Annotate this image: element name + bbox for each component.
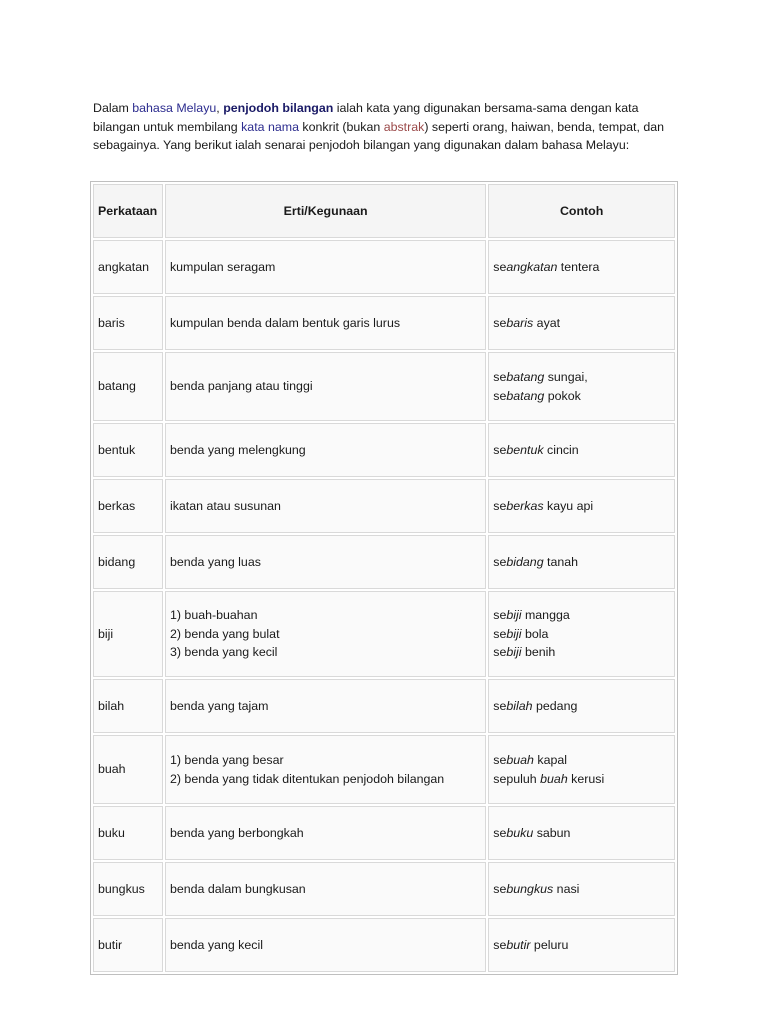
intro-text-5: ) seperti orang, haiwan, benda, tempat, dan sebagainya. Yang berikut ialah senarai penjodoh bilangan yang digunakan dalam bahasa Melayu: [93, 119, 665, 152]
cell-contoh [488, 591, 675, 677]
example-line [493, 368, 670, 387]
example-prefix: se [493, 881, 507, 896]
example-suffix: sungai, [544, 370, 588, 384]
table-row [93, 591, 675, 677]
example-word: bilah [506, 698, 533, 713]
cell-erti-kegunaan [165, 479, 486, 533]
meaning-line: benda panjang atau tinggi [169, 379, 313, 394]
example-line [493, 697, 670, 716]
intro-text-4: konkrit (bukan [298, 119, 384, 134]
example-line [493, 643, 670, 662]
example-prefix: sepuluh [493, 771, 541, 786]
cell-perkataan: buah [93, 735, 163, 804]
penjodoh-bilangan-table [90, 181, 678, 975]
example-prefix: se [493, 698, 507, 713]
example-suffix: kayu api [543, 498, 594, 513]
intro-paragraph [93, 99, 683, 155]
table-header-row [93, 184, 675, 238]
example-line [493, 314, 670, 333]
header-contoh: Contoh [488, 184, 675, 238]
example-prefix: se [493, 370, 507, 384]
example-line [493, 625, 670, 644]
example-suffix: tentera [557, 259, 600, 274]
cell-erti-kegunaan [165, 423, 486, 477]
cell-contoh [488, 918, 675, 972]
example-word: butir [506, 937, 531, 952]
example-prefix: se [493, 259, 507, 274]
meaning-line: 2) benda yang bulat [169, 626, 280, 641]
example-suffix: nasi [553, 881, 580, 896]
intro-text-3: ialah kata yang digunakan bersama-sama dengan kata bilangan untuk membilang [93, 101, 639, 134]
meaning-line: benda yang melengkung [169, 442, 306, 457]
cell-perkataan: biji [93, 591, 163, 677]
example-suffix: pokok [544, 388, 581, 403]
example-word: bidang [506, 554, 544, 569]
cell-erti-kegunaan [165, 296, 486, 350]
cell-perkataan: bilah [93, 679, 163, 733]
example-line [493, 497, 670, 516]
example-line [493, 880, 670, 899]
cell-perkataan: bungkus [93, 862, 163, 916]
cell-perkataan: bentuk [93, 423, 163, 477]
example-line [493, 936, 670, 955]
example-suffix: kapal [533, 753, 568, 767]
cell-contoh [488, 352, 675, 421]
example-word: batang [506, 388, 545, 403]
meaning-line: 3) benda yang kecil [169, 645, 278, 660]
table-row [93, 479, 675, 533]
meaning-line: benda dalam bungkusan [169, 881, 306, 896]
example-prefix: se [493, 825, 507, 840]
meaning-line: 1) benda yang besar [169, 753, 284, 767]
header-erti-kegunaan: Erti/Kegunaan [165, 184, 486, 238]
example-suffix: pedang [532, 698, 578, 713]
cell-contoh [488, 679, 675, 733]
table-body [93, 240, 675, 972]
table-row [93, 862, 675, 916]
example-word: biji [506, 626, 522, 641]
example-suffix: mangga [521, 608, 570, 623]
example-line [493, 553, 670, 572]
example-suffix: tanah [543, 554, 579, 569]
example-suffix: ayat [533, 315, 561, 330]
example-word: buah [506, 753, 534, 767]
cell-erti-kegunaan [165, 862, 486, 916]
example-suffix: peluru [530, 937, 569, 952]
cell-contoh [488, 862, 675, 916]
example-prefix: se [493, 388, 507, 403]
example-suffix: benih [521, 645, 556, 660]
link-kata-nama[interactable]: kata nama [241, 119, 299, 134]
cell-perkataan: angkatan [93, 240, 163, 294]
header-perkataan: Perkataan [93, 184, 163, 238]
cell-contoh [488, 535, 675, 589]
meaning-line: benda yang berbongkah [169, 825, 304, 840]
example-prefix: se [493, 315, 507, 330]
intro-text-1: Dalam [93, 101, 133, 115]
example-word: buah [540, 771, 568, 786]
cell-contoh [488, 423, 675, 477]
example-word: buku [506, 825, 534, 840]
term-penjodoh-bilangan[interactable]: penjodoh bilangan [223, 101, 334, 115]
example-line [493, 751, 670, 770]
link-abstrak[interactable]: abstrak [383, 119, 425, 134]
table-row [93, 918, 675, 972]
example-prefix: se [493, 608, 507, 623]
example-prefix: se [493, 498, 507, 513]
example-prefix: se [493, 554, 507, 569]
cell-erti-kegunaan [165, 679, 486, 733]
cell-erti-kegunaan [165, 535, 486, 589]
meaning-line: kumpulan benda dalam bentuk garis lurus [169, 315, 401, 330]
table-row [93, 240, 675, 294]
meaning-line: benda yang luas [169, 554, 261, 569]
cell-erti-kegunaan [165, 918, 486, 972]
example-word: bungkus [506, 881, 554, 896]
example-line [493, 770, 670, 789]
meaning-line: benda yang tajam [169, 698, 269, 713]
intro-text-2: , [216, 101, 224, 115]
example-prefix: se [493, 442, 507, 457]
meaning-line: ikatan atau susunan [169, 498, 281, 513]
example-word: biji [506, 608, 522, 623]
cell-contoh [488, 479, 675, 533]
cell-erti-kegunaan [165, 591, 486, 677]
cell-erti-kegunaan [165, 352, 486, 421]
table-row [93, 535, 675, 589]
cell-erti-kegunaan [165, 240, 486, 294]
example-prefix: se [493, 937, 507, 952]
cell-contoh [488, 735, 675, 804]
example-prefix: se [493, 626, 507, 641]
example-line [493, 441, 670, 460]
cell-perkataan: bidang [93, 535, 163, 589]
example-suffix: bola [521, 626, 549, 641]
example-suffix: cincin [543, 442, 579, 457]
meaning-line: 2) benda yang tidak ditentukan penjodoh bilangan [169, 771, 445, 786]
cell-erti-kegunaan [165, 735, 486, 804]
table-row [93, 423, 675, 477]
example-word: bentuk [506, 442, 544, 457]
meaning-line: 1) buah-buahan [169, 608, 258, 623]
cell-perkataan: batang [93, 352, 163, 421]
example-prefix: se [493, 753, 507, 767]
cell-contoh [488, 240, 675, 294]
cell-perkataan: baris [93, 296, 163, 350]
meaning-line: kumpulan seragam [169, 259, 276, 274]
table-row [93, 679, 675, 733]
example-line [493, 824, 670, 843]
example-prefix: se [493, 645, 507, 660]
link-bahasa-melayu[interactable]: bahasa Melayu [132, 101, 217, 115]
table-row [93, 735, 675, 804]
cell-contoh [488, 296, 675, 350]
table-row [93, 296, 675, 350]
cell-erti-kegunaan [165, 806, 486, 860]
example-suffix: sabun [533, 825, 571, 840]
example-line [493, 387, 670, 406]
cell-contoh [488, 806, 675, 860]
cell-perkataan: berkas [93, 479, 163, 533]
example-word: berkas [506, 498, 544, 513]
example-line [493, 258, 670, 277]
example-suffix: kerusi [567, 771, 605, 786]
example-word: angkatan [506, 259, 558, 274]
table-row [93, 806, 675, 860]
example-word: baris [506, 315, 534, 330]
cell-perkataan: butir [93, 918, 163, 972]
example-word: biji [506, 645, 522, 660]
table-row [93, 352, 675, 421]
meaning-line: benda yang kecil [169, 937, 263, 952]
cell-perkataan: buku [93, 806, 163, 860]
example-word: batang [506, 370, 545, 384]
example-line [493, 606, 670, 625]
